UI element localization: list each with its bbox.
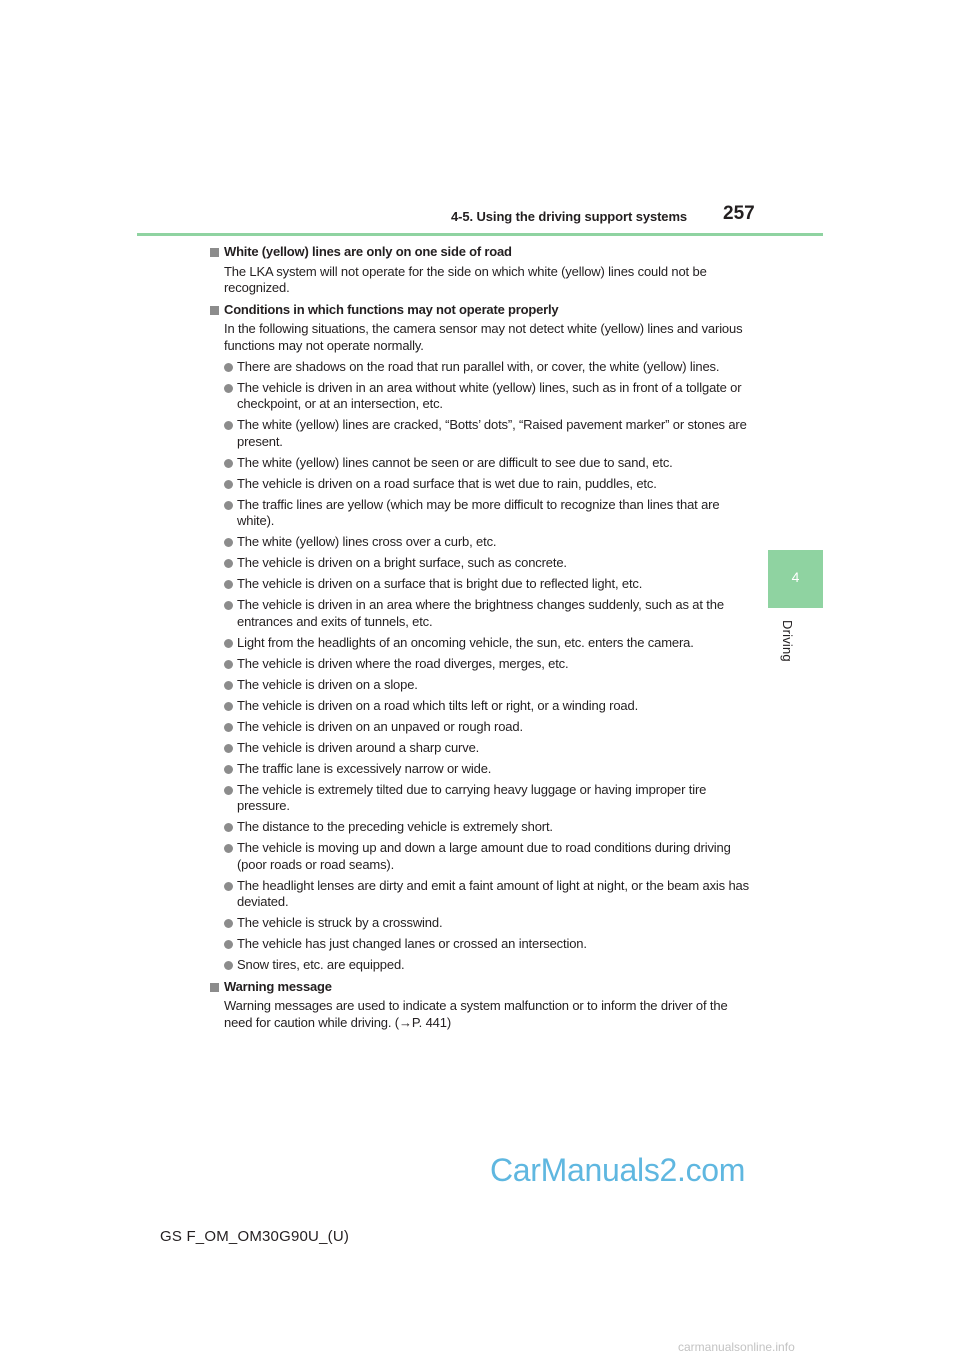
round-bullet-icon <box>224 480 233 489</box>
list-item-text: The white (yellow) lines cannot be seen or are difficult to see due to sand, etc. <box>237 454 673 470</box>
list-item <box>208 915 753 932</box>
watermark-logo: CarManuals2.com <box>490 1152 746 1188</box>
section-heading-text: Warning message <box>224 978 332 994</box>
list-item <box>208 957 753 974</box>
list-item-text: The headlight lenses are dirty and emit a faint amount of light at night, or the beam axis has deviated. <box>237 877 749 909</box>
list-item-text: The vehicle is struck by a crosswind. <box>237 915 443 930</box>
list-item-text: The white (yellow) lines are cracked, “Botts’ dots”, “Raised pavement marker” or stones are present. <box>237 417 747 449</box>
list-item <box>208 380 753 413</box>
round-bullet-icon <box>224 559 233 568</box>
list-item-text: The vehicle is driven on a bright surface, such as concrete. <box>237 555 567 570</box>
section-heading-text: Conditions in which functions may not operate properly <box>224 301 559 317</box>
round-bullet-icon <box>224 940 233 949</box>
list-item <box>208 878 753 911</box>
list-item-text: The vehicle is driven on an unpaved or rough road. <box>237 718 523 734</box>
round-bullet-icon <box>224 421 233 430</box>
round-bullet-icon <box>224 660 233 669</box>
list-item <box>208 597 753 630</box>
chapter-number: 4 <box>791 569 800 585</box>
list-item <box>208 534 753 551</box>
section-text: Warning messages are used to indicate a system malfunction or to inform the driver of the need for caution while driving. (→P. 441) <box>224 998 728 1030</box>
list-item-text: Light from the headlights of an oncoming vehicle, the sun, etc. enters the camera. <box>237 634 694 650</box>
list-item <box>208 840 753 873</box>
round-bullet-icon <box>224 786 233 795</box>
list-item <box>208 656 753 673</box>
list-item-text: The vehicle is driven around a sharp curve. <box>237 739 480 755</box>
section-text: The LKA system will not operate for the side on which white (yellow) lines could not be recognized. <box>224 263 707 295</box>
list-item-text: The vehicle is driven in an area without white (yellow) lines, such as in front of a tollgate or checkpoint, or at an intersection, etc. <box>237 379 742 411</box>
round-bullet-icon <box>224 363 233 372</box>
list-item <box>208 761 753 778</box>
page-number: 257 <box>723 203 755 224</box>
list-item <box>208 576 753 593</box>
round-bullet-icon <box>224 459 233 468</box>
square-bullet-icon <box>210 983 219 992</box>
list-item <box>208 555 753 572</box>
list-item-text: The distance to the preceding vehicle is extremely short. <box>237 819 553 834</box>
list-item-text: The vehicle is moving up and down a large amount due to road conditions during driving (poor roads or road seams). <box>237 840 731 872</box>
round-bullet-icon <box>224 384 233 393</box>
round-bullet-icon <box>224 580 233 589</box>
section-heading <box>208 302 753 319</box>
round-bullet-icon <box>224 961 233 970</box>
list-item-text: The vehicle is driven where the road diverges, merges, etc. <box>237 655 569 671</box>
section-heading-text: White (yellow) lines are only on one side of road <box>224 244 512 259</box>
list-item <box>208 497 753 530</box>
square-bullet-icon <box>210 248 219 257</box>
list-item <box>208 455 753 472</box>
list-item <box>208 698 753 715</box>
round-bullet-icon <box>224 765 233 774</box>
list-item-text: The white (yellow) lines cross over a curb, etc. <box>237 534 497 549</box>
document-code: GS F_OM_OM30G90U_(U) <box>160 1228 350 1245</box>
round-bullet-icon <box>224 681 233 690</box>
round-bullet-icon <box>224 823 233 832</box>
list-item <box>208 719 753 736</box>
list-item <box>208 819 753 836</box>
round-bullet-icon <box>224 501 233 510</box>
square-bullet-icon <box>210 306 219 315</box>
list-item <box>208 417 753 450</box>
list-item <box>208 476 753 493</box>
list-item <box>208 635 753 652</box>
list-item <box>208 782 753 815</box>
round-bullet-icon <box>224 844 233 853</box>
list-item <box>208 677 753 694</box>
list-item <box>208 936 753 953</box>
round-bullet-icon <box>224 702 233 711</box>
list-item-text: The vehicle is driven in an area where the brightness changes suddenly, such as at the entrances and exits of tunnels, etc. <box>237 597 724 629</box>
list-item-text: The vehicle is extremely tilted due to carrying heavy luggage or having improper tire pressure. <box>237 781 707 813</box>
chapter-tab <box>768 550 823 608</box>
round-bullet-icon <box>224 601 233 610</box>
section-title: 4-5. Using the driving support systems <box>451 209 688 224</box>
source-watermark: carmanualsonline.info <box>678 1340 795 1354</box>
list-item-text: The traffic lines are yellow (which may be more difficult to recognize than lines that are white). <box>237 496 720 528</box>
list-item-text: The vehicle is driven on a road which tilts left or right, or a winding road. <box>237 697 639 713</box>
round-bullet-icon <box>224 919 233 928</box>
list-item-text: The vehicle is driven on a road surface that is wet due to rain, puddles, etc. <box>237 475 657 491</box>
round-bullet-icon <box>224 538 233 547</box>
main-content <box>208 244 753 1031</box>
round-bullet-icon <box>224 639 233 648</box>
list-item-text: The vehicle has just changed lanes or crossed an intersection. <box>237 936 587 951</box>
section-heading <box>208 244 753 261</box>
round-bullet-icon <box>224 723 233 732</box>
section-heading <box>208 979 753 996</box>
condition-list <box>208 359 753 974</box>
list-item-text: The vehicle is driven on a surface that is bright due to reflected light, etc. <box>237 576 643 591</box>
round-bullet-icon <box>224 882 233 891</box>
list-item-text: The traffic lane is excessively narrow or wide. <box>237 760 492 776</box>
chapter-label: Driving <box>780 620 795 662</box>
list-item-text: There are shadows on the road that run parallel with, or cover, the white (yellow) lines. <box>237 358 720 374</box>
list-item <box>208 740 753 757</box>
list-item-text: The vehicle is driven on a slope. <box>237 676 418 692</box>
list-item-text: Snow tires, etc. are equipped. <box>237 957 405 972</box>
round-bullet-icon <box>224 744 233 753</box>
header-rule <box>137 233 823 236</box>
list-item <box>208 359 753 376</box>
section-text: In the following situations, the camera sensor may not detect white (yellow) lines and various functions may not operate normally. <box>224 321 743 353</box>
